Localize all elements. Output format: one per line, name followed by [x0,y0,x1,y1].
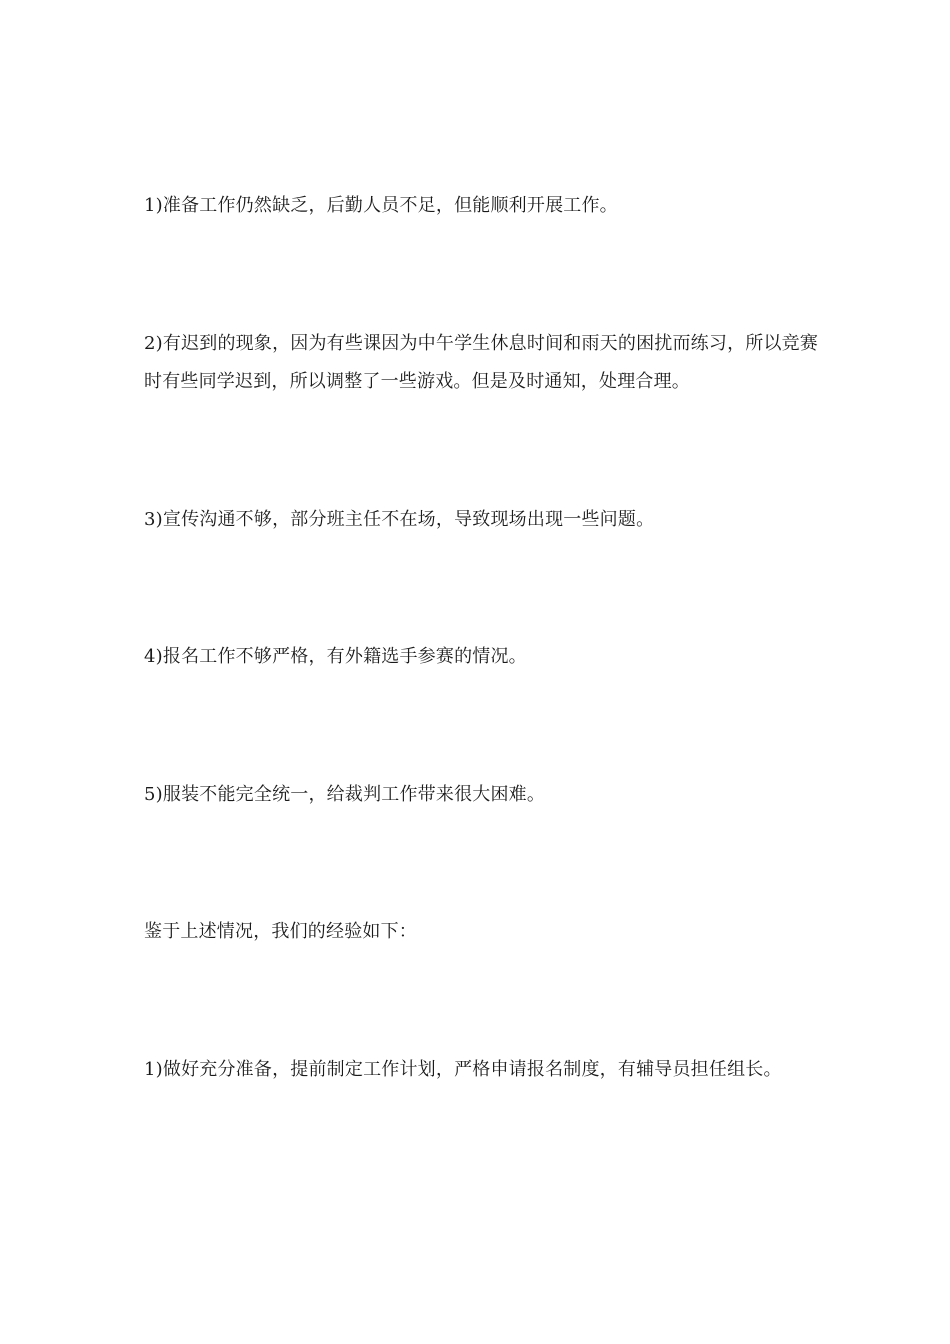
paragraph-issue-4: 4)报名工作不够严格，有外籍选手参赛的情况。 [144,646,527,667]
paragraph-issue-3: 3)宣传沟通不够，部分班主任不在场，导致现场出现一些问题。 [144,509,655,530]
paragraph-issue-2: 2)有迟到的现象，因为有些课因为中午学生休息时间和雨天的困扰而练习，所以竞赛时有些同学迟到，所以调整了一些游戏。但是及时通知，处理合理。 [144,333,819,392]
paragraph-issue-1: 1)准备工作仍然缺乏，后勤人员不足，但能顺利开展工作。 [144,195,618,216]
paragraph-issue-5: 5)服装不能完全统一，给裁判工作带来很大困难。 [144,784,546,805]
paragraph-experience-1: 1)做好充分准备，提前制定工作计划，严格申请报名制度，有辅导员担任组长。 [144,1059,782,1080]
paragraph-summary-intro: 鉴于上述情况，我们的经验如下： [144,921,417,942]
